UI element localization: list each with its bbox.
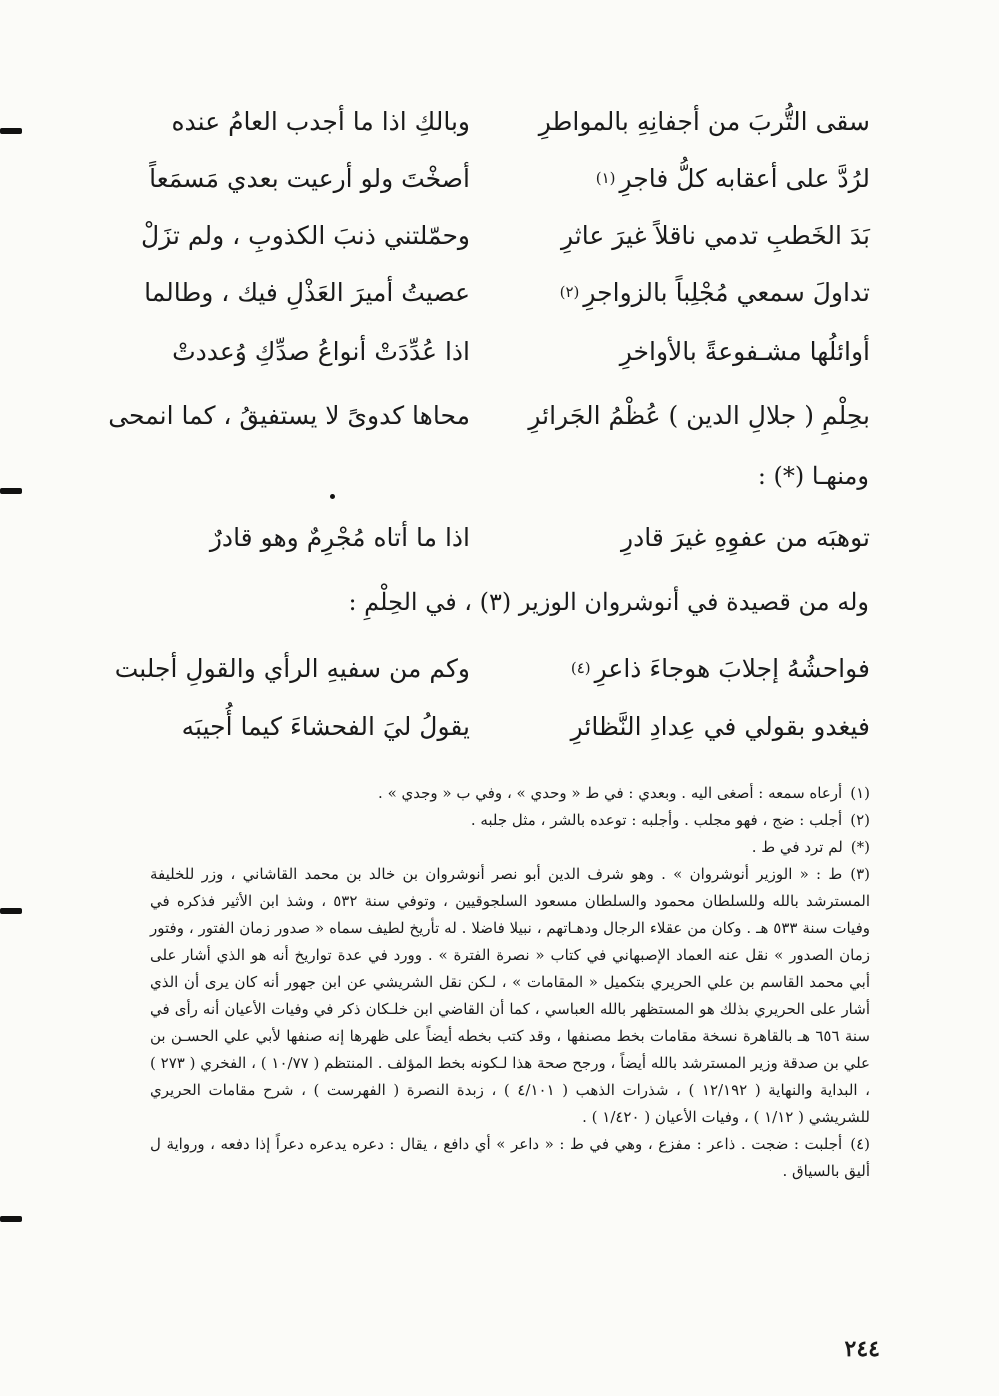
footnote xyxy=(150,1131,870,1185)
verse-first-hemistich: اذا عُدِّدَتْ أنواعُ صدِّكِ وُعددتْ xyxy=(172,336,470,366)
verse-second-text: بَدَ الخَطبِ تدمي ناقلاً غيرَ عاثرِ xyxy=(560,220,870,250)
verse-second-text: سقى التُّربَ من أجفانِهِ بالمواطرِ xyxy=(538,106,870,136)
verse-second-hemistich xyxy=(540,221,870,250)
margin-mark xyxy=(0,128,22,134)
verse-line xyxy=(150,155,870,201)
verse-second-text: فواحشُهُ إجلابَ هوجاءَ ذاعرِ xyxy=(594,653,870,683)
verse-first-hemistich: محاها كدوىً لا يستفيقُ ، كما انمحى xyxy=(108,400,470,430)
verse-line xyxy=(141,212,870,258)
verse-second-hemistich xyxy=(540,278,870,307)
verse-first-hemistich: وبالكِ اذا ما أجدب العامُ عنده xyxy=(171,106,470,136)
ink-dot xyxy=(330,494,335,499)
footnote-ref: (١) xyxy=(595,169,616,187)
page-number: ٢٤٤ xyxy=(844,1336,880,1362)
footnote xyxy=(150,807,870,834)
footnote-text: ط : « الوزير أنوشروان » . وهو شرف الدين أبو نصر أنوشروان بن خالد بن محمد القاشاني ، وزر للخليفة المسترشد بالله وللسلطان محمود والسلطان مسعود السلجوقيين ، وتوفي سنة ٥٣٢ ، وشذ ابن الأثير فذكره في وفيات سنة ٥٣٣ هـ . وكان من عقلاء الرجال ودهـاتهم ، نبيلا فاضلا . له تأريخ لطيف سماه « صدور زمان الفتور ، وفتور زمان الصدور » نقل عنه العماد الإصبهاني في كتاب « نصرة الفترة » . وورد في عدة تواريخ أنه هو الذي أشار على أبي محمد القاسم بن علي الحريري بتكميل « المقامات » ، لـكن نقل الشريشي عن ابن جهور أنه كان يرى أن الذي أشار على الحريري بذلك هو المستظهر بالله العباسي ، كما أن القاضي ابن خلـكان ذكر في وفيات الأعيان أنه رأى في سنة ٦٥٦ هـ بالقاهرة نسخة مقامات بخط مصنفها ، وقد كتب بخطه أيضاً على ظهرها إنه صنفها لأبي علي الحسـن بن علي بن صدقة وزير المسترشد بالله أيضاً ، ورجح صحة هذا لـكونه بخط المؤلف . المنتظم ( ١٠/٧٧ ) ، الفخري ( ٢٧٣ ) ، البداية والنهاية ( ١٢/١٩٢ ) ، شذرات الذهب ( ٤/١٠١ ) ، زبدة النصرة ( الفهرست ) ، شرح مقامات الحريري للشريشي ( ١/١٢ ) ، وفيات الأعيان ( ١/٤٢٠ ) . xyxy=(150,865,871,1126)
footnote-number: (٢) xyxy=(850,811,870,829)
verse-second-text: لرُدَّ على أعقابه كلُّ فاجرِ xyxy=(619,163,870,193)
footnote-number: (*) xyxy=(850,838,870,856)
footnote-text: أجلبت : ضجت . ذاعر : مفزع ، وهي في ط : « داعر » أي دافع ، يقال : دعره يدعره دعراً إذا دفعه ، ورواية ل أليق بالسياق . xyxy=(150,1135,870,1180)
intro-line: وله من قصيدة في أنوشروان الوزير (٣) ، في الحِلْمِ : xyxy=(348,588,869,616)
verse-line xyxy=(114,645,870,691)
verse-second-text: تداولَ سمعي مُجْلِباً بالزواجرِ xyxy=(583,277,870,307)
margin-mark xyxy=(0,908,22,914)
footnote-text: أجلب : ضج ، فهو مجلب . وأجلبه : توعده بالشر ، مثل جلبه . xyxy=(470,811,843,829)
verse-second-hemistich xyxy=(540,337,870,366)
verse-second-text: أوائلُها مشـفوعةً بالأواخرِ xyxy=(619,336,870,366)
footnotes xyxy=(150,780,870,1185)
verse-second-hemistich xyxy=(540,712,870,741)
footnote-ref: (٢) xyxy=(559,283,580,301)
verse-first-hemistich: وحمّلتني ذنبَ الكذوبِ ، ولم تزَلْ xyxy=(141,220,470,250)
footnote-text: لم ترد في ط . xyxy=(751,838,843,856)
verse-first-hemistich: يقولُ ليَ الفحشاءَ كيما أُجيبَه xyxy=(181,711,470,741)
verse-line xyxy=(150,514,870,560)
verse-first-hemistich: أصخْتَ ولو أرعيت بعدي مَسمَعاً xyxy=(149,163,470,193)
footnote-number: (١) xyxy=(850,784,870,802)
footnote xyxy=(150,861,870,1131)
verse-first-hemistich: وكم من سفيهِ الرأي والقولِ أجلبت xyxy=(114,653,470,683)
footnote xyxy=(150,780,870,807)
verse-second-hemistich xyxy=(540,654,870,683)
verse-first-hemistich: عصيتُ أميرَ العَذْلِ فيك ، وطالما xyxy=(144,277,470,307)
verse-second-hemistich xyxy=(540,107,870,136)
verse-second-text: بحِلْمِ ( جلالِ الدين ) عُظْمُ الجَرائرِ xyxy=(528,400,870,430)
verse-second-text: توهبَه من عفوِهِ غيرَ قادرِ xyxy=(621,522,870,552)
footnote xyxy=(150,834,870,861)
footnote-text: أرعاه سمعه : أصغى اليه . وبعدي : في ط « وحدي » ، وفي ب « وجدي » . xyxy=(378,784,843,802)
verse-second-hemistich xyxy=(528,400,870,430)
verse-second-text: فيغدو بقولي في عِدادِ النَّظائرِ xyxy=(570,711,870,741)
verse-line xyxy=(144,269,870,315)
verse-line xyxy=(108,392,870,438)
footnote-number: (٣) xyxy=(850,865,870,883)
verse-second-hemistich xyxy=(540,523,870,552)
verse-line xyxy=(150,98,870,144)
margin-mark xyxy=(0,1216,22,1222)
verse-first-hemistich: اذا ما أتاه مُجْرِمٌ وهو قادرٌ xyxy=(209,522,470,552)
footnote-number: (٤) xyxy=(850,1135,870,1153)
margin-mark xyxy=(0,488,22,494)
footnote-ref: (٤) xyxy=(570,659,591,677)
verse-line xyxy=(150,703,870,749)
verse-line xyxy=(150,328,870,374)
verse-second-hemistich xyxy=(540,164,870,193)
intro-line: ومنهـا (*) : xyxy=(757,462,869,490)
